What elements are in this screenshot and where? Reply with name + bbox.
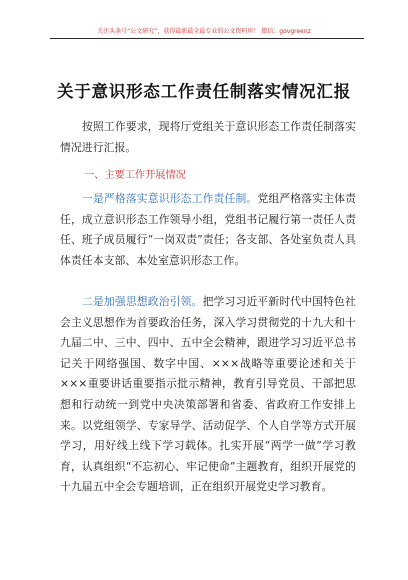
body-paragraph-1	[60, 189, 356, 271]
paragraph-body-2: 把学习习近平新时代中国特色社会主义思想作为首要政治任务，深入学习贯彻党的十九大和十九届二中、三中、四中、五中全会精神，跟进学习习近平总书记关于网络强国、数字中国、×××战略等重要论述和关于×××重要讲话重要指示批示精神，教育引导党员、干部把思想和行动统一到党中央决策部署和省委、省政府工作安排上来。以党组领学、专家导学、活动促学、个人自学等方式开展学习，用好线上线下学习载体。扎实开展“两学一做”学习教育，认真组织“不忘初心、牢记使命”主题教育，组织开展党的十九届五中全会专题培训，正在组织开展党史学习教育。	[60, 295, 356, 494]
header-divider	[50, 38, 364, 39]
paragraph-lead-1: 一是严格落实意识形态工作责任制。	[82, 192, 258, 205]
paragraph-body-1: 党组严格落实主体责任，成立意识形态工作领导小组，党组书记履行第一责任人责任、班子成员履行“一岗双责”责任；各支部、各处室负责人具体责任本支部、本处室意识形态工作。	[60, 192, 356, 267]
document-title: 关于意识形态工作责任制落实情况汇报	[56, 82, 352, 101]
intro-paragraph: 按照工作要求，现将厅党组关于意识形态工作责任制落实情况进行汇报。	[60, 120, 356, 154]
section-heading: 一、主要工作开展情况	[84, 170, 186, 181]
paragraph-lead-2: 二是加强思想政治引领。	[82, 295, 203, 308]
header-banner: 关注头条号“公文研究”，获得最新最全最专业的公文资料库！ 微信：govgreenz	[97, 28, 311, 35]
body-paragraph-2	[60, 292, 356, 498]
